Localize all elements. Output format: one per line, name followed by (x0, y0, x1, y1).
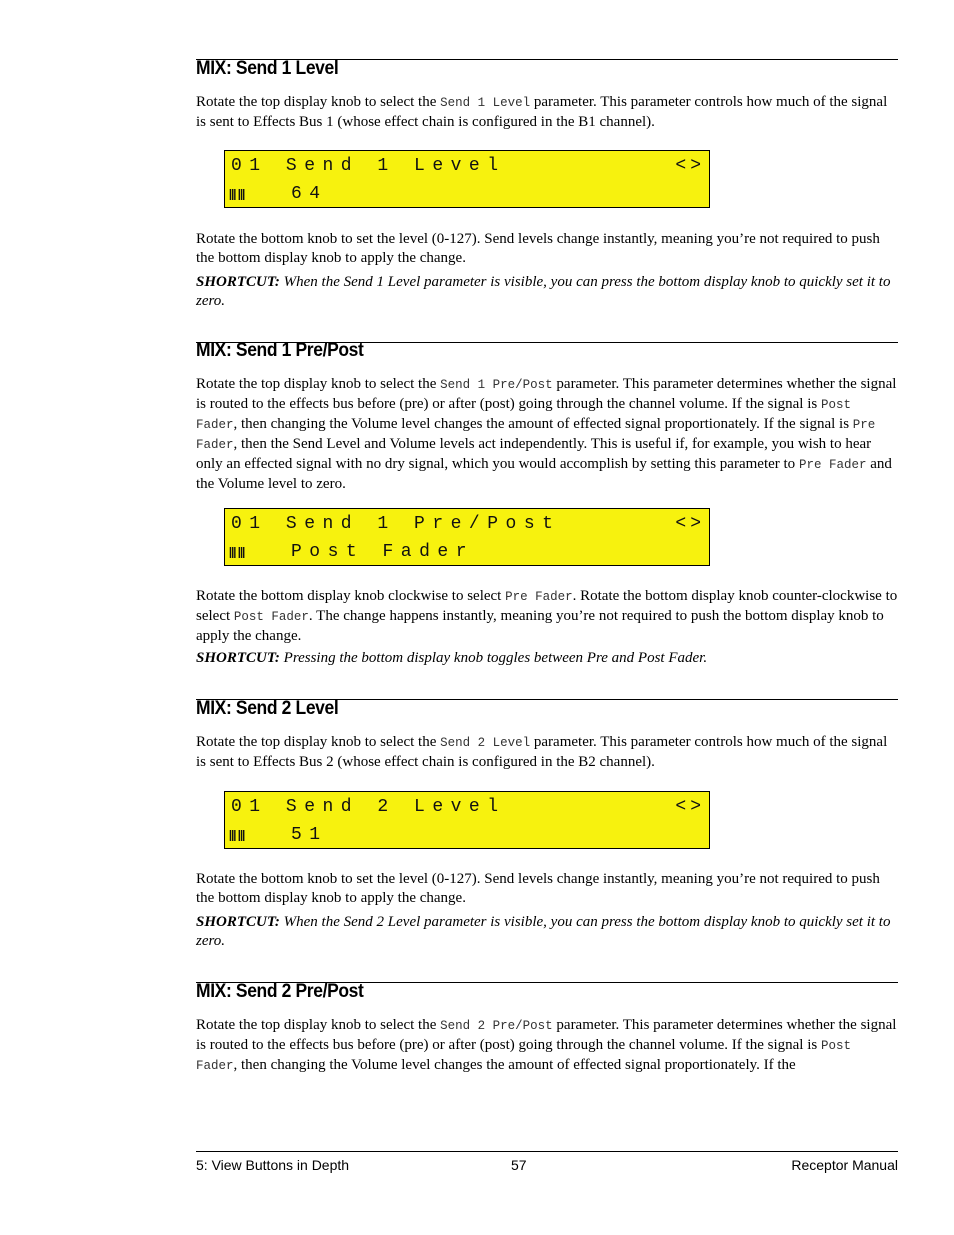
section-heading: MIX: Send 2 Level (196, 698, 339, 719)
section-heading: MIX: Send 1 Pre/Post (196, 340, 364, 361)
lcd-display (224, 791, 710, 849)
text: and the Volume level to zero. (196, 456, 892, 492)
shortcut-text: When the Send 1 Level parameter is visible, you can press the bottom display knob to quickly set it to zero. (196, 274, 891, 309)
parameter-value: Pre Fader (505, 590, 573, 604)
lcd-line-2: 64 (291, 184, 328, 204)
parameter-value: Post Fader (196, 398, 851, 432)
shortcut-label: SHORTCUT: (196, 914, 280, 930)
text: Rotate the top display knob to select the (196, 734, 441, 750)
page-number: 57 (511, 1157, 527, 1173)
paragraph (196, 375, 898, 494)
text: parameter. This parameter controls how much of the signal is sent to Effects Bus 2 (whose effect chain is configured in the B2 channel). (196, 734, 888, 770)
shortcut-note (196, 273, 898, 311)
lcd-arrows: <> (675, 156, 705, 176)
parameter-name: Send 2 Pre/Post (440, 1019, 553, 1033)
text: Rotate the top display knob to select the (196, 1017, 441, 1033)
shortcut-label: SHORTCUT: (196, 274, 280, 290)
text: . Rotate the bottom display knob counter-clockwise to select (196, 588, 898, 624)
footer-chapter: 5: View Buttons in Depth (196, 1157, 350, 1173)
paragraph (196, 733, 898, 772)
shortcut-note (196, 649, 898, 668)
paragraph: Rotate the bottom knob to set the level (0-127). Send levels change instantly, meaning you’re not required to push the bottom display knob to apply the change. (196, 231, 880, 266)
text: , then the Send Level and Volume levels act independently. This is useful if, for example, you wish to hear only an effected signal with no dry signal, which you would accomplish by setting this parameter to (196, 436, 872, 472)
shortcut-text: Pressing the bottom display knob toggles between Pre and Post Fader. (279, 650, 708, 666)
lcd-line-1: 01 Send 1 Pre/Post (231, 514, 561, 534)
text: Rotate the top display knob to select the (196, 376, 441, 392)
parameter-name: Send 1 Pre/Post (440, 378, 553, 392)
text: parameter. This parameter determines whether the signal is routed to the effects bus before (pre) or after (post) going through the channel volume. If the signal is (196, 1017, 897, 1053)
lcd-meter: lll lll (229, 187, 245, 204)
parameter-value: Post Fader (196, 1039, 851, 1073)
parameter-value: Pre Fader (798, 458, 867, 472)
lcd-display (224, 508, 710, 566)
parameter-name: Send 2 Level (440, 736, 531, 750)
parameter-name: Send 1 Level (440, 96, 531, 110)
section-heading: MIX: Send 2 Pre/Post (196, 981, 364, 1002)
text: Rotate the bottom display knob clockwise to select (196, 588, 506, 604)
text: . The change happens instantly, meaning you’re not required to push the bottom display knob to apply the change. (196, 608, 884, 644)
footer-manual-title: Receptor Manual (791, 1157, 898, 1173)
footer-rule (196, 1151, 898, 1152)
parameter-value: Pre Fader (196, 418, 876, 452)
lcd-meter: lll lll (229, 545, 245, 562)
lcd-line-1: 01 Send 1 Level (231, 156, 506, 176)
shortcut-text: When the Send 2 Level parameter is visible, you can press the bottom display knob to quickly set it to zero. (196, 914, 891, 949)
paragraph (196, 587, 898, 646)
shortcut-note (196, 913, 898, 951)
text: Rotate the top display knob to select the (196, 94, 441, 110)
parameter-value: Post Fader (233, 610, 309, 624)
shortcut-label: SHORTCUT: (196, 650, 280, 666)
text: parameter. This parameter determines whether the signal is routed to the effects bus before (pre) or after (post) going through the channel volume. If the signal is (196, 376, 897, 412)
lcd-line-2: 51 (291, 825, 328, 845)
paragraph (196, 93, 898, 132)
section-heading: MIX: Send 1 Level (196, 58, 339, 79)
paragraph: Rotate the bottom knob to set the level (0-127). Send levels change instantly, meaning you’re not required to push the bottom display knob to apply the change. (196, 871, 880, 906)
paragraph (196, 1016, 898, 1076)
text: , then changing the Volume level changes the amount of effected signal proportionately. If the (233, 1057, 796, 1073)
text: , then changing the Volume level changes the amount of effected signal proportionately. If the signal is (233, 416, 853, 432)
lcd-meter: lll lll (229, 828, 245, 845)
lcd-arrows: <> (675, 514, 705, 534)
text: parameter. This parameter controls how much of the signal is sent to Effects Bus 1 (whose effect chain is configured in the B1 channel). (196, 94, 888, 130)
lcd-line-2: Post Fader (291, 542, 475, 562)
lcd-arrows: <> (675, 797, 705, 817)
lcd-line-1: 01 Send 2 Level (231, 797, 506, 817)
lcd-display (224, 150, 710, 208)
